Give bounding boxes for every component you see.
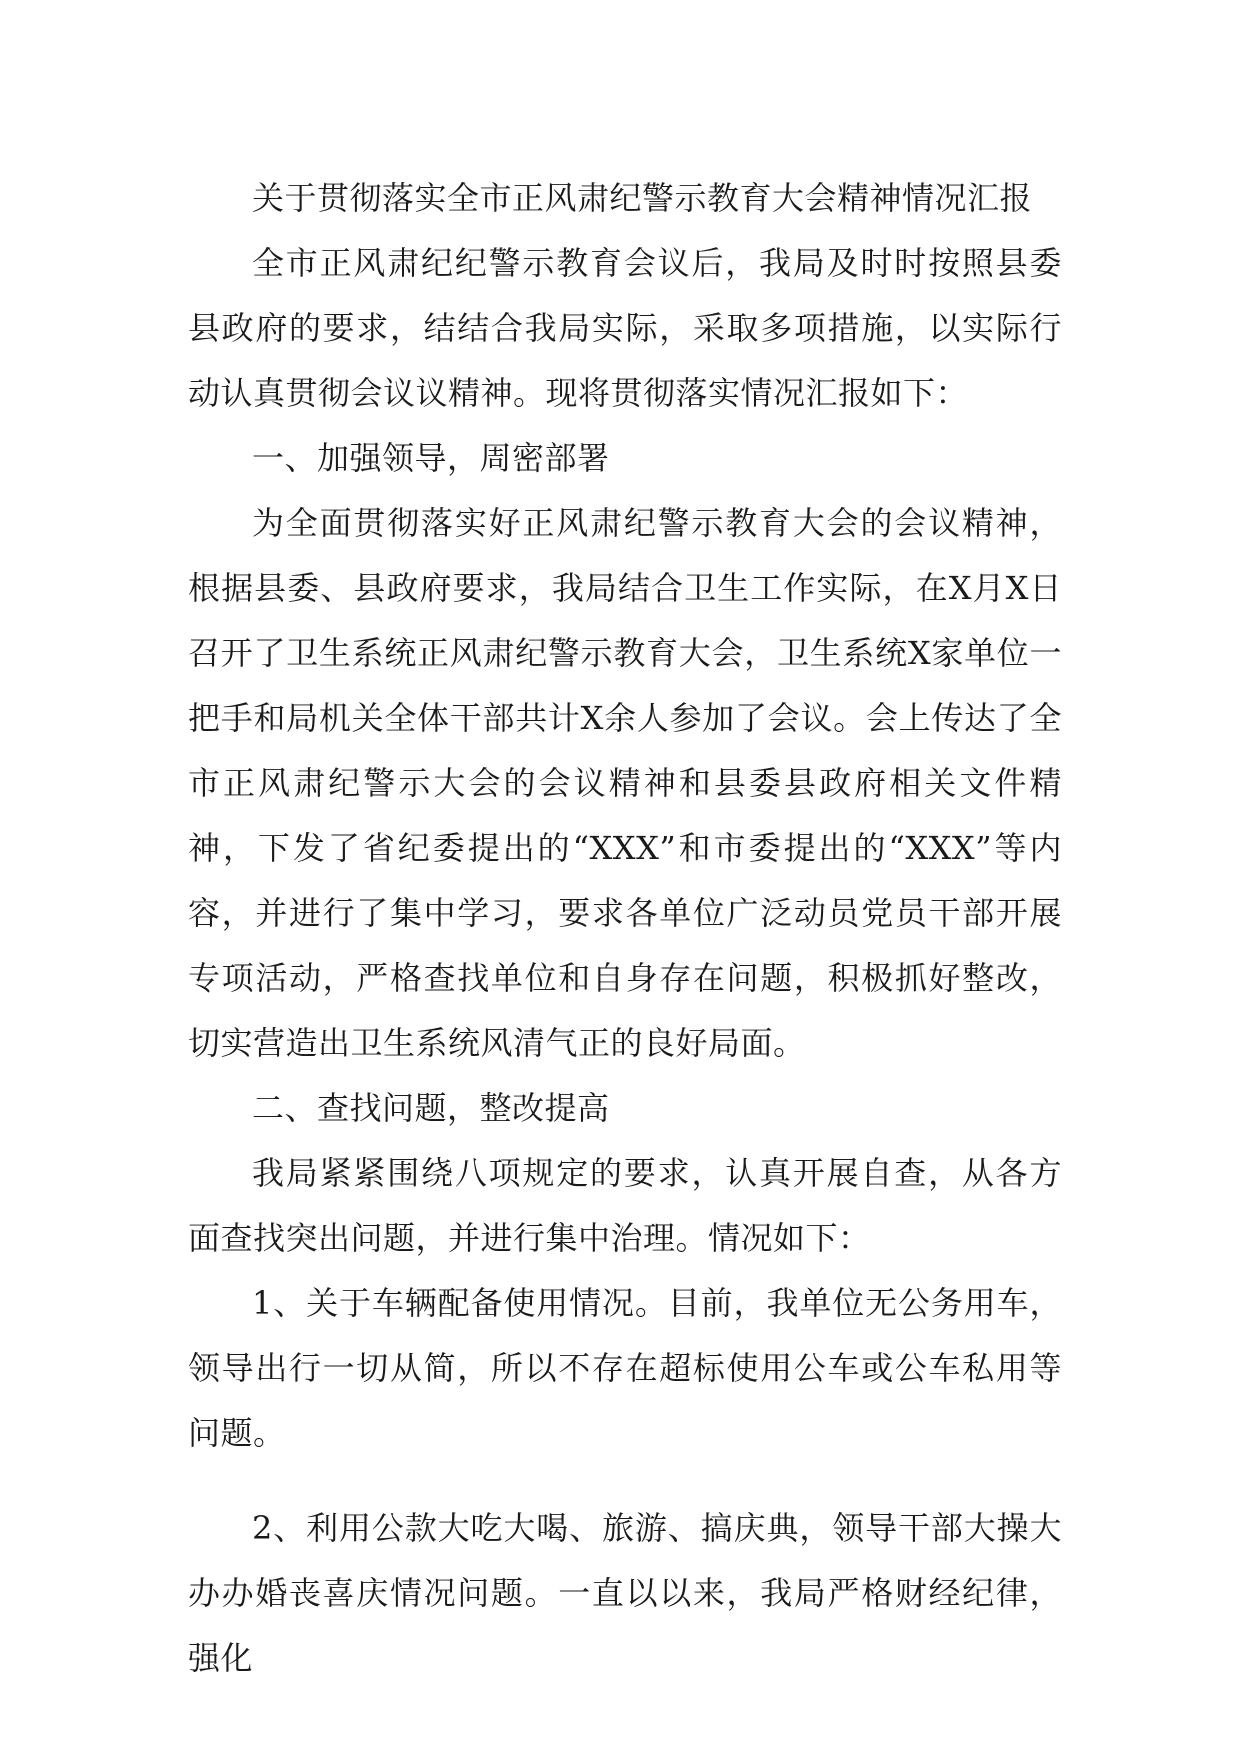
item-1-paragraph: 1、关于车辆配备使用情况。目前，我单位无公务用车，领导出行一切从简，所以不存在超标使用公车或公车私用等问题。 [188, 1284, 1062, 1452]
document-body [188, 166, 1062, 1691]
section-1-paragraph: 为全面贯彻落实好正风肃纪警示教育大会的会议精神，根据县委、县政府要求，我局结合卫生工作实际，在X月X日召开了卫生系统正风肃纪警示教育大会，卫生系统X家单位一把手和局机关全体干部共计X余人参加了会议。会上传达了全市正风肃纪警示大会的会议精神和县委县政府相关文件精神，下发了省纪委提出的“XXX”和市委提出的“XXX”等内容，并进行了集中学习，要求各单位广泛动员党员干部开展专项活动，严格查找单位和自身存在问题，积极抓好整改，切实营造出卫生系统风清气正的良好局面。 [188, 504, 1062, 1062]
document-title: 关于贯彻落实全市正风肃纪警示教育大会精神情况汇报 [252, 179, 1033, 217]
section-heading-1: 一、加强领导，周密部署 [252, 439, 610, 477]
section-2-paragraph: 我局紧紧围绕八项规定的要求，认真开展自查，从各方面查找突出问题，并进行集中治理。情况如下： [188, 1154, 1062, 1257]
intro-paragraph: 全市正风肃纪纪警示教育会议后，我局及时时按照县委县政府的要求，结结合我局实际，采取多项措施，以实际行动认真贯彻会议议精神。现将贯彻落实情况汇报如下： [188, 244, 1062, 412]
item-2-paragraph: 2、利用公款大吃大喝、旅游、搞庆典，领导干部大操大办办婚丧喜庆情况问题。一直以以来，我局严格财经纪律，强化 [188, 1509, 1062, 1677]
section-heading-2: 二、查找问题，整改提高 [252, 1089, 610, 1127]
